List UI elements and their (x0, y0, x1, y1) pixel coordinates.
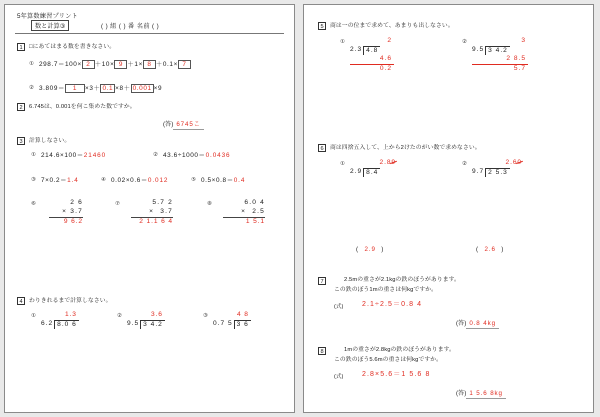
item-mark-3-8: ⑧ (207, 201, 212, 207)
operator-3-6: × (62, 207, 68, 215)
item-mark-3-3: ③ (31, 177, 36, 183)
equation-3-2 (163, 150, 231, 159)
divisor-6-1: 2.9 (350, 167, 363, 175)
answer-box-1-1-c[interactable]: 8 (143, 60, 156, 69)
equation-1-1-lead: 298.7＝100× (39, 61, 82, 68)
question-text-8-line2: この鉄のぼう5.6mの重さは何kgですか。 (334, 357, 443, 363)
equation-3-3-expr: 7×0.2＝ (41, 177, 68, 184)
item-mark-4-1: ① (31, 313, 36, 319)
answer-value-7[interactable]: 0.8 4kg (466, 320, 499, 329)
answer-row-2 (163, 119, 204, 128)
divisor-4-2: 9.5 (127, 319, 140, 327)
multiplier-3-8: 2.5 (252, 207, 265, 215)
question-number-5: 5 (318, 22, 326, 30)
answer-box-1-1-d[interactable]: 7 (178, 60, 191, 69)
item-mark-6-1: ① (340, 161, 345, 167)
division-body-4-1 (41, 320, 79, 330)
subtrahend-5-2[interactable]: 2 8.5 (472, 55, 528, 65)
equation-1-2 (39, 83, 162, 93)
multiplicand-3-7: 5.7 2 (152, 199, 173, 206)
item-mark-4-3: ③ (203, 313, 208, 319)
product-3-8[interactable]: 1 5.1 (245, 217, 265, 225)
dividend-5-1: 4.8 (363, 46, 380, 56)
divisor-5-1: 2.3 (350, 45, 363, 53)
equation-3-5-expr: 0.5×0.8＝ (201, 177, 234, 184)
division-body-5-1 (350, 46, 394, 56)
answer-box-1-2-a[interactable]: 1 (65, 84, 85, 93)
long-division-5-1 (350, 37, 394, 73)
answer-box-1-1-a[interactable]: 2 (82, 60, 95, 69)
question-text-1: □にあてはまる数を書きなさい。 (29, 44, 116, 50)
equation-1-1 (39, 59, 191, 69)
dividend-4-3: 3 6 (234, 320, 251, 330)
equation-3-5-answer[interactable]: 0.4 (233, 177, 246, 184)
equation-3-4-answer[interactable]: 0.012 (147, 177, 169, 184)
long-division-5-2 (472, 37, 528, 73)
shiki-expression-8[interactable]: 2.8×5.6＝1 5.6 8 (362, 371, 431, 378)
student-info-fields: ( ) 組 ( ) 番 名前 ( ) (101, 23, 160, 30)
equation-3-3 (41, 175, 79, 184)
multiplicand-3-8: 6.0 4 (244, 199, 265, 206)
dividend-6-2: 2 5.3 (485, 168, 510, 178)
item-mark-1-2: ② (29, 85, 34, 91)
answer-value-6-2[interactable]: 2.6 (484, 246, 496, 253)
divisor-4-3: 0.7 5 (213, 319, 233, 327)
quotient-6-2[interactable] (472, 159, 524, 168)
header-divider (15, 33, 284, 34)
answer-box-1-1-b[interactable]: 9 (114, 60, 127, 69)
division-body-5-2 (472, 46, 528, 56)
long-division-4-1 (41, 311, 79, 329)
division-body-6-2 (472, 168, 524, 178)
item-mark-5-2: ② (462, 39, 467, 45)
equation-3-2-answer[interactable]: 0.0436 (205, 152, 231, 159)
divisor-5-2: 9.5 (472, 45, 485, 53)
equation-1-2-mid1: ×3＋ (84, 85, 101, 92)
equation-3-1-expr: 214.6×100＝ (41, 152, 84, 159)
long-division-6-1 (350, 159, 398, 177)
operator-3-8: × (241, 207, 247, 215)
division-body-4-3 (213, 320, 251, 330)
shiki-label-8: (式) (334, 374, 344, 380)
vertical-multiplication-3-6 (49, 199, 83, 226)
question-text-7-line2: この鉄のぼう1mの重さは何kgですか。 (334, 287, 438, 293)
question-number-1: 1 (17, 43, 25, 51)
product-3-7[interactable]: 2 1.1 6 4 (139, 217, 173, 225)
worksheet-unit-label: 数と計算③ (31, 20, 69, 31)
equation-3-5 (201, 175, 245, 184)
equation-1-2-mid2: ×8＋ (115, 85, 131, 92)
item-mark-3-6: ⑥ (31, 201, 36, 207)
item-mark-3-2: ② (153, 152, 158, 158)
answer-row-8 (456, 388, 506, 397)
quotient-4-3[interactable]: 4 8 (236, 311, 249, 318)
answer-paren-6-2: ( 2.6 ) (476, 246, 505, 253)
answer-value-8[interactable]: 1 5.6 8kg (466, 390, 506, 399)
dividend-4-1: 8.0 6 (54, 320, 79, 330)
answer-box-1-2-c[interactable]: 0.001 (132, 85, 152, 92)
shiki-label-7: (式) (334, 304, 344, 310)
quotient-6-1[interactable] (350, 159, 398, 168)
worksheet-page-right (303, 4, 594, 413)
product-3-6[interactable]: 9 6.2 (63, 217, 83, 225)
remainder-5-2[interactable]: 5.7 (513, 64, 526, 72)
answer-value-2[interactable]: 6745こ (173, 121, 203, 130)
question-text-7-line1: 2.5mの重さが2.1kgの鉄のぼうがあります。 (344, 277, 460, 283)
answer-label-2: (答) (163, 121, 174, 128)
question-text-8-line1: 1mの重さが2.8kgの鉄のぼうがあります。 (344, 347, 455, 353)
item-mark-3-1: ① (31, 152, 36, 158)
equation-1-2-lead: 3.809＝ (39, 85, 65, 92)
question-text-6: 商は四捨五入して、上から2けたのがい数で求めなさい。 (330, 145, 481, 151)
question-text-4: わりきれるまで計算しなさい。 (29, 298, 112, 304)
answer-row-7 (456, 318, 499, 327)
multiplier-row-3-6 (49, 208, 83, 218)
item-mark-3-5: ⑤ (191, 177, 196, 183)
divisor-6-2: 9.7 (472, 167, 485, 175)
equation-3-2-expr: 43.6÷1000＝ (163, 152, 206, 159)
worksheet-title: 5年算数練習プリント (17, 13, 78, 20)
question-number-8: 8 (318, 347, 326, 355)
item-mark-5-1: ① (340, 39, 345, 45)
item-mark-1-1: ① (29, 61, 34, 67)
vertical-multiplication-3-7 (131, 199, 173, 226)
question-number-6: 6 (318, 144, 326, 152)
equation-3-1-answer[interactable]: 21460 (83, 152, 107, 159)
equation-1-1-mid1: ＋10× (94, 61, 115, 68)
multiplier-3-7: 3.7 (160, 207, 173, 215)
multiplier-row-3-8 (223, 208, 265, 218)
dividend-5-2: 3 4.2 (485, 46, 510, 56)
quotient-4-2[interactable]: 3.6 (150, 311, 163, 318)
quotient-6-2-struck-digit: 0 (517, 159, 522, 166)
answer-label-8: (答) (456, 390, 467, 397)
item-mark-3-4: ④ (101, 177, 106, 183)
long-division-6-2 (472, 159, 524, 177)
equation-1-1-mid3: ＋0.1× (155, 61, 178, 68)
item-mark-3-7: ⑦ (115, 201, 120, 207)
answer-box-1-2-b[interactable]: 0.1 (102, 85, 114, 92)
quotient-6-1-struck-digit: 9 (391, 159, 396, 166)
divisor-4-1: 6.2 (41, 319, 54, 327)
question-text-3: 計算しなさい。 (29, 138, 71, 144)
dividend-6-1: 8.4 (363, 168, 380, 178)
quotient-5-1[interactable]: 2 (387, 37, 392, 44)
answer-paren-6-1: ( 2.9 ) (356, 246, 385, 253)
question-number-7: 7 (318, 277, 326, 285)
item-mark-6-2: ② (462, 161, 467, 167)
question-text-2: 6.745は、0.001を何こ集めた数ですか。 (29, 104, 136, 110)
equation-3-4-expr: 0.02×0.6＝ (111, 177, 148, 184)
dividend-4-2: 3 4.2 (140, 320, 165, 330)
vertical-multiplication-3-8 (223, 199, 265, 226)
equation-3-1 (41, 150, 106, 159)
long-division-4-3 (213, 311, 251, 329)
question-number-4: 4 (17, 297, 25, 305)
answer-value-6-1[interactable]: 2.9 (364, 246, 376, 253)
equation-3-3-answer[interactable]: 1.4 (67, 177, 79, 184)
subtrahend-5-1[interactable]: 4.6 (350, 55, 394, 65)
long-division-4-2 (127, 311, 165, 329)
division-body-6-1 (350, 168, 398, 178)
answer-label-7: (答) (456, 320, 467, 327)
worksheet-page-left (4, 4, 295, 413)
question-number-3: 3 (17, 137, 25, 145)
quotient-5-2[interactable]: 3 (521, 37, 526, 44)
question-number-2: 2 (17, 103, 25, 111)
equation-3-4 (111, 175, 168, 184)
quotient-4-1[interactable]: 1.3 (64, 311, 77, 318)
remainder-5-1[interactable]: 0.2 (379, 64, 392, 72)
multiplier-3-6: 3.7 (70, 207, 83, 215)
quotient-6-2-kept: 2.6 (505, 159, 518, 166)
quotient-6-1-kept: 2.8 (379, 159, 392, 166)
shiki-expression-7[interactable]: 2.1÷2.5＝0.8 4 (362, 301, 423, 308)
question-text-5: 商は一の位まで求めて、あまりも出しなさい。 (330, 23, 454, 29)
multiplier-row-3-7 (131, 208, 173, 218)
multiplicand-3-6: 2 6 (70, 199, 83, 206)
operator-3-7: × (149, 207, 155, 215)
equation-1-1-mid2: ＋1× (127, 61, 143, 68)
item-mark-4-2: ② (117, 313, 122, 319)
division-body-4-2 (127, 320, 165, 330)
equation-1-2-mid3: ×9 (153, 85, 163, 92)
